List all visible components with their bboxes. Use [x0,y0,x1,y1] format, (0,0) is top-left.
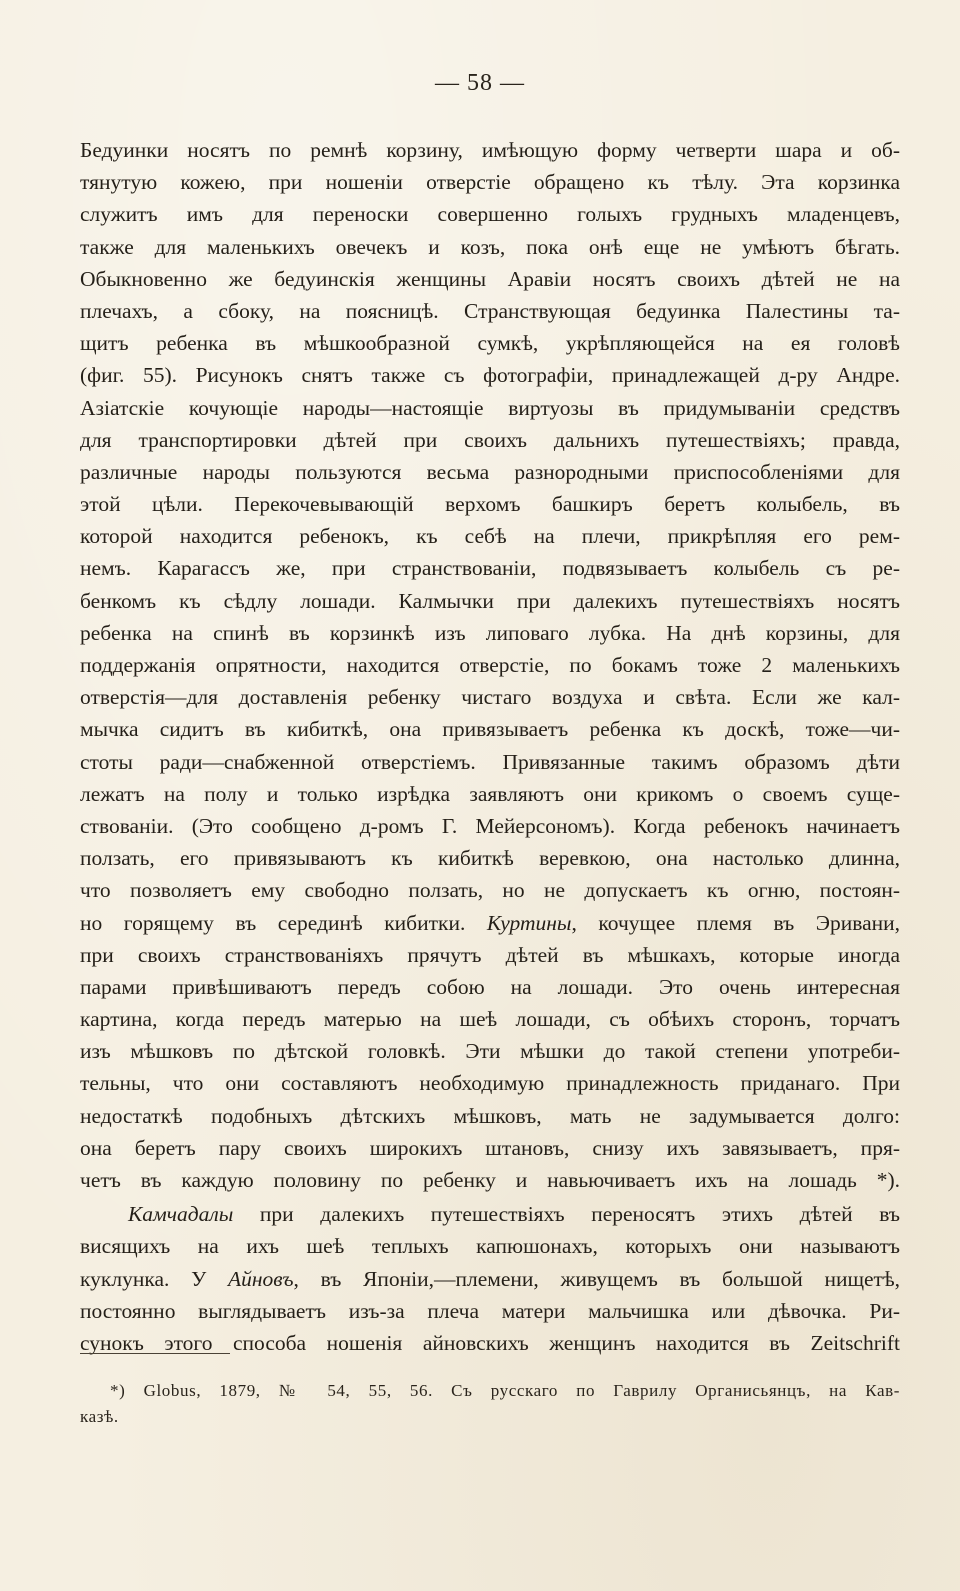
text-segment: при далекихъ путешествiяхъ переносятъ этихъ дѣтей въ [233,1202,900,1227]
paragraph-1 [80,134,900,907]
text-line: недостаткѣ подобныхъ дѣтскихъ мѣшковъ, мать не задумывается долго: [80,1103,900,1128]
footnote [80,1378,900,1430]
text-line: Обыкновенно же бедуинскiя женщины Аравiи носятъ своихъ дѣтей не на [80,266,900,291]
page-number: — 58 — [435,70,525,96]
text-line: также для маленькихъ овечекъ и козъ, пока онѣ еще не умѣютъ бѣгать. [80,234,900,259]
text-line: плечахъ, а сбоку, на поясницѣ. Странствующая бедуинка Палестины та- [80,298,900,323]
text-segment: куклунка. У [80,1266,228,1291]
text-line: этой цѣли. Перекочевывающiй верхомъ башкиръ беретъ колыбель, въ [80,492,900,517]
text-line: отверстiя—для доставленiя ребенку чистаго воздуха и свѣта. Если же кал- [80,685,900,710]
text-line: стоты ради—снабженной отверстiемъ. Привязанные такимъ образомъ дѣти [80,749,900,774]
text-line: ползать, его привязываютъ къ кибиткѣ веревкою, она настолько длинна, [80,846,900,871]
text-line: тянутую кожею, при ношенiи отверстiе обращено къ тѣлу. Эта корзинка [80,170,900,195]
text-line: ствованiи. (Это сообщено д-ромъ Г. Мейерсономъ). Когда ребенокъ начинаетъ [80,813,900,838]
text-line: которой находится ребенокъ, къ себѣ на плечи, прикрѣпляя его рем- [80,524,900,549]
text-line: сунокъ этого способа ношенiя айновскихъ женщинъ находится въ Zeitschrift [80,1330,900,1355]
text-segment: , въ Японiи,—племени, живущемъ въ большой нищетѣ, [293,1266,900,1291]
text-line: служитъ имъ для переноски совершенно голыхъ грудныхъ младенцевъ, [80,202,900,227]
text-line: постоянно выглядываетъ изъ-за плеча матери мальчишка или дѣвочка. Ри- [80,1298,900,1323]
text-line: висящихъ на ихъ шеѣ теплыхъ капюшонахъ, которыхъ они называютъ [80,1234,900,1259]
text-line: Бедуинки носятъ по ремнѣ корзину, имѣющую форму четверти шара и об- [80,138,900,162]
ethnonym-kamchadaly: Камчадалы [128,1202,234,1227]
footnote-divider [80,1353,230,1354]
paragraph-1-continued [80,939,900,1197]
text-line [80,1198,900,1230]
text-line: для транспортировки дѣтей при своихъ дальнихъ путешествiяхъ; правда, [80,427,900,452]
body-text [80,134,900,1359]
text-line: лежатъ на полу и только изрѣдка заявляютъ они крикомъ о своемъ суще- [80,781,900,806]
footnote-line: *) Globus, 1879, № 54, 55, 56. Съ русскаго по Гаврилу Органисьянцъ, на Кав- [110,1381,900,1400]
text-line: изъ мѣшковъ по дѣтской головкѣ. Эти мѣшки до такой степени употреби- [80,1039,900,1064]
text-line: парами привѣшиваютъ передъ собою на лошади. Это очень интересная [80,974,900,999]
text-line: немъ. Карагассъ же, при странствованiи, подвязываетъ колыбель съ ре- [80,556,900,581]
text-line [80,907,900,939]
text-line: поддержанiя опрятности, находится отверстiе, по бокамъ тоже 2 маленькихъ [80,653,900,677]
text-line: ребенка на спинѣ въ корзинкѣ изъ липоваго лубка. На днѣ корзины, для [80,620,900,645]
text-line: бенкомъ къ сѣдлу лошади. Калмычки при далекихъ путешествiяхъ носятъ [80,588,900,613]
text-line: тельны, что они составляютъ необходимую принадлежность приданаго. При [80,1071,900,1096]
text-line: (фиг. 55). Рисунокъ снятъ также съ фотографiи, принадлежащей д-ру Андре. [80,363,900,388]
text-segment: но горящему въ серединѣ кибитки. [80,910,487,935]
ethnonym-kurtiny: Куртины [486,910,572,935]
text-line: при своихъ странствованiяхъ прячутъ дѣтей въ мѣшкахъ, которые иногда [80,942,900,967]
footnote-line: казѣ. [80,1407,119,1426]
ethnonym-ainov: Айновъ [228,1266,294,1291]
text-line: различные народы пользуются весьма разнородными приспособленiями для [80,459,900,484]
text-segment: , кочущее племя въ Эривани, [571,910,900,935]
text-line: картина, когда передъ матерью на шеѣ лошади, съ обѣихъ сторонъ, торчатъ [80,1007,900,1032]
text-line [80,1263,900,1295]
text-line: мычка сидитъ въ кибиткѣ, она привязываетъ ребенка къ доскѣ, тоже—чи- [80,717,900,742]
text-line: Азiатскiе кочующiе народы—настоящiе виртуозы въ придумыванiи средствъ [80,395,900,420]
text-line: четъ въ каждую половину по ребенку и навьючиваетъ ихъ на лошадь *). [80,1168,900,1192]
text-line: она беретъ пару своихъ широкихъ штановъ, снизу ихъ завязываетъ, пря- [80,1135,900,1160]
text-line: что позволяетъ ему свободно ползать, но не допускаетъ къ огню, постоян- [80,878,900,903]
text-line: щитъ ребенка въ мѣшкообразной сумкѣ, укрѣпляющейся на ея головѣ [80,331,900,356]
